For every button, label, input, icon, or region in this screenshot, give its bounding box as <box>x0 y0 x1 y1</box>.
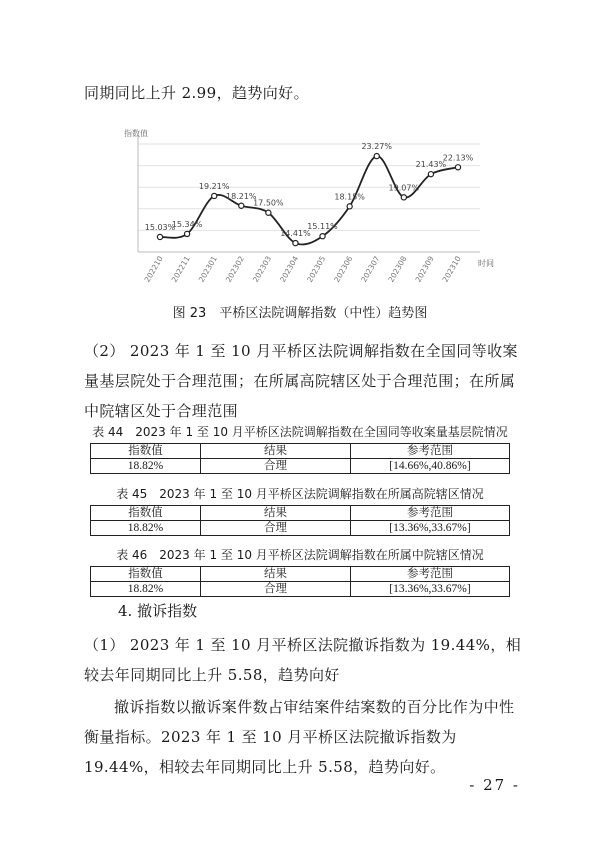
cell-result: 合理 <box>201 459 351 474</box>
x-tick-label: 202307 <box>359 254 382 284</box>
data-label: 19.21% <box>198 181 230 191</box>
header-result: 结果 <box>201 506 351 521</box>
data-point <box>266 210 271 215</box>
x-axis-label: 时间 <box>478 259 494 268</box>
x-tick-label: 202310 <box>440 254 463 284</box>
cell-index: 18.82% <box>91 521 201 536</box>
cell-result: 合理 <box>201 521 351 536</box>
data-point <box>455 165 460 170</box>
cell-index: 18.82% <box>91 459 201 474</box>
data-point <box>320 234 325 239</box>
x-tick-label: 202306 <box>332 254 355 284</box>
data-label: 15.11% <box>307 222 338 232</box>
data-label: 19.07% <box>388 183 420 193</box>
table-46 <box>90 566 510 597</box>
x-tick-label: 202210 <box>142 254 165 284</box>
x-tick-label: 202301 <box>196 254 219 284</box>
data-point <box>212 193 217 198</box>
data-label: 15.34% <box>171 219 203 229</box>
x-tick-label: 202305 <box>305 254 328 284</box>
cell-range: [13.36%,33.67%] <box>351 582 510 597</box>
data-point <box>347 204 352 209</box>
header-index: 指数值 <box>91 506 201 521</box>
data-label: 17.50% <box>253 198 284 208</box>
data-label: 18.15% <box>334 192 365 202</box>
table-45 <box>90 505 510 536</box>
table-44-caption: 表 44 2023 年 1 至 10 月平桥区法院调解指数在全国同等收案量基层院情况 <box>92 425 508 439</box>
x-tick-label: 202308 <box>386 254 409 284</box>
cell-result: 合理 <box>201 582 351 597</box>
header-result: 结果 <box>201 567 351 582</box>
trend-chart-svg <box>118 122 498 302</box>
y-axis-label: 指数值 <box>124 129 148 138</box>
x-tick-label: 202303 <box>250 254 274 284</box>
section4-paragraph-1: （1） 2023 年 1 至 10 月平桥区法院撤诉指数为 19.44%，相较去年同期同比上升 5.58，趋势向好 <box>84 636 522 684</box>
data-label: 14.41% <box>280 229 311 239</box>
data-point <box>401 195 406 200</box>
x-tick-label: 202309 <box>413 254 436 284</box>
header-index: 指数值 <box>91 567 201 582</box>
table-header-row <box>91 567 510 582</box>
table-row <box>91 459 510 474</box>
trend-chart <box>118 122 498 302</box>
data-label: 21.43% <box>415 160 447 170</box>
table-46-caption: 表 46 2023 年 1 至 10 月平桥区法院调解指数在所属中院辖区情况 <box>116 548 484 562</box>
table-header-row <box>91 506 510 521</box>
header-range: 参考范围 <box>351 567 510 582</box>
x-tick-label: 202304 <box>278 254 301 284</box>
data-label: 18.21% <box>226 191 257 201</box>
data-point <box>293 240 298 245</box>
header-range: 参考范围 <box>351 444 510 459</box>
figure-caption: 图 23 平桥区法院调解指数（中性）趋势图 <box>172 306 428 321</box>
data-point <box>184 231 189 236</box>
x-tick-label: 202211 <box>169 254 192 284</box>
page-number: - 27 - <box>469 776 520 794</box>
table-row <box>91 521 510 536</box>
x-tick-label: 202302 <box>223 254 247 284</box>
section2-paragraph: （2） 2023 年 1 至 10 月平桥区法院调解指数在全国同等收案量基层院处于合理范围；在所属高院辖区处于合理范围；在所属中院辖区处于合理范围 <box>84 342 518 420</box>
table-row <box>91 582 510 597</box>
data-point <box>239 203 244 208</box>
data-point <box>374 153 379 158</box>
data-point <box>157 234 162 239</box>
section4-paragraph-2: 撤诉指数以撤诉案件数占审结案件结案数的百分比作为中性衡量指标。2023 年 1 至 10 月平桥区法院撤诉指数为 19.44%，相较去年同期同比上升 5.58，趋势向好。 <box>84 698 515 776</box>
table-44 <box>90 443 510 474</box>
header-range: 参考范围 <box>351 506 510 521</box>
data-point <box>428 172 433 177</box>
data-label: 15.03% <box>144 222 176 232</box>
section4-heading: 4. 撤诉指数 <box>118 602 198 620</box>
cell-range: [13.36%,33.67%] <box>351 521 510 536</box>
table-45-caption: 表 45 2023 年 1 至 10 月平桥区法院调解指数在所属高院辖区情况 <box>116 487 484 501</box>
cell-index: 18.82% <box>91 582 201 597</box>
table-header-row <box>91 444 510 459</box>
header-result: 结果 <box>201 444 351 459</box>
data-label: 23.27% <box>361 142 392 152</box>
intro-line: 同期同比上升 2.99，趋势向好。 <box>84 84 309 102</box>
data-label: 22.13% <box>442 153 474 163</box>
cell-range: [14.66%,40.86%] <box>351 459 510 474</box>
header-index: 指数值 <box>91 444 201 459</box>
